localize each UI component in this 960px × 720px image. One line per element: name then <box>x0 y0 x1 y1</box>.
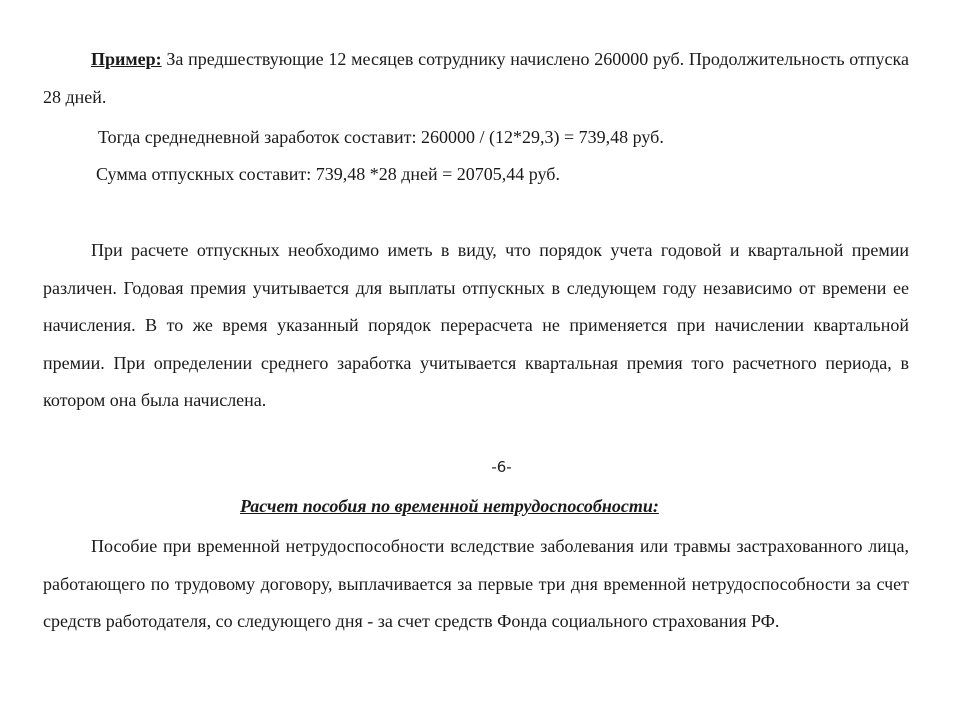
example-label: Пример: <box>91 49 162 69</box>
bonus-paragraph: При расчете отпускных необходимо иметь в виду, что порядок учета годовой и квартальной премии различен. Годовая премия учитывается для выплаты отпускных в следующем году независимо от времени ее начисления. В то же время указанный порядок перерасчета не применяется при начислении квартальной премии. При определении среднего заработка учитывается квартальная премия того расчетного периода, в котором она была начислена. <box>43 240 909 410</box>
daily-earnings-calculation: Тогда среднедневной заработок составит: 260000 / (12*29,3) = 739,48 руб. <box>98 127 664 147</box>
example-paragraph <box>43 41 909 116</box>
sick-leave-paragraph: Пособие при временной нетрудоспособности вследствие заболевания или травмы застрахованного лица, работающего по трудовому договору, выплачивается за первые три дня временной нетрудоспособности за счет средств работодателя, со следующего дня - за счет средств Фонда социального страхования РФ. <box>43 536 909 631</box>
page-number: -6- <box>491 458 512 476</box>
section-heading: Расчет пособия по временной нетрудоспособности: <box>240 496 659 516</box>
example-text: За предшествующие 12 месяцев сотруднику начислено 260000 руб. Продолжительность отпуска 28 дней. <box>43 49 909 107</box>
vacation-pay-calculation: Сумма отпускных составит: 739,48 *28 дней = 20705,44 руб. <box>96 164 560 184</box>
